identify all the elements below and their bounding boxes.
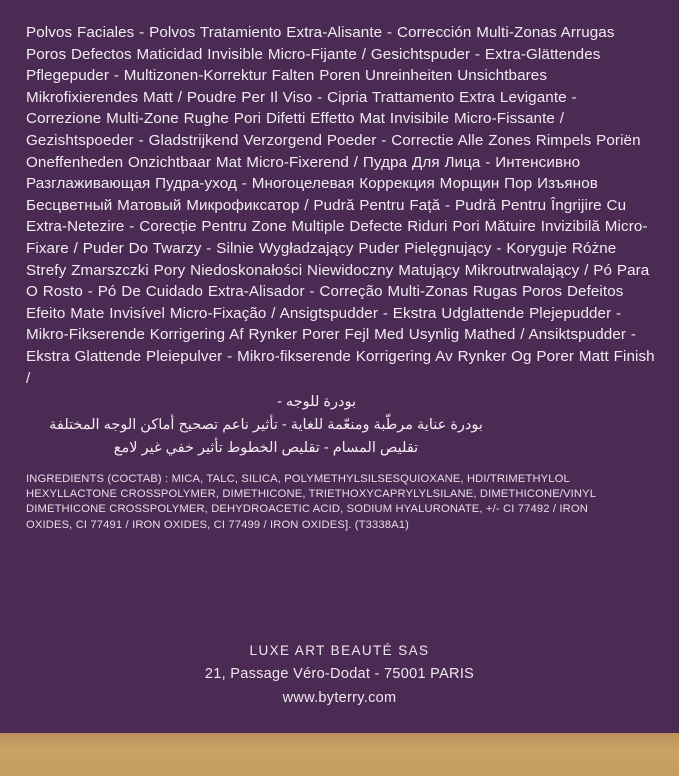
company-address: 21, Passage Véro-Dodat - 75001 PARIS	[204, 666, 475, 682]
arabic-line-2: بودرة عناية مرطّبة ومنعّمة للغاية - تأثير ناعم تصحيح أماكن الوجه المختلفة	[49, 417, 483, 434]
manufacturer-footer	[0, 640, 679, 710]
arabic-description-block	[26, 391, 656, 460]
package-bottom-edge	[0, 733, 679, 776]
company-name: LUXE ART BEAUTÉ SAS	[249, 643, 430, 658]
arabic-line-1: بودرة للوجه -	[277, 394, 356, 411]
label-content	[26, 22, 656, 460]
arabic-line-3: تقليص المسام - تقليص الخطوط تأثير خفي غير لامع	[113, 440, 419, 457]
ingredients-list: INGREDIENTS (COCTAB) : MICA, TALC, SILICA, POLYMETHYLSILSESQUIOXANE, HDI/TRIMETHYLOL HEXYLLACTONE CROSSPOLYMER, DIMETHICONE, TRIETHOXYCAPRYLYLSILANE, DIMETHICONE/VINYL DIMETHICONE CROSSPOLYMER, DEHYDROACETIC ACID, SODIUM HYALURONATE, +/- CI 77492 / IRON OXIDES, CI 77491 / IRON OXIDES, CI 77499 / IRON OXIDES]. (T3338A1)	[26, 473, 596, 531]
company-website: www.byterry.com	[282, 690, 397, 706]
product-name-multilingual: Polvos Faciales - Polvos Tratamiento Extra-Alisante - Corrección Multi-Zonas Arrugas Poros Defectos Maticidad Invisible Micro-Fijante / Gesichtspuder - Extra-Glättendes Pflegepuder - Multizonen-Korrektur Falten Poren Unreinheiten Unsichtbares Mikrofixierendes Matt / Poudre Per Il Viso - Cipria Trattamento Extra Levigante - Correzione Multi-Zone Rughe Pori Difetti Effetto Mat Invisibile Micro-Fissante / Gezishtspoeder - Gladstrijkend Verzorgend Poeder - Correctie Alle Zones Rimpels Poriën Oneffenheden Onzichtbaar Mat Micro-Fixerend / Пудра Для Лица - Интенсивно Разглаживающая Пудра-уход - Многоцелевая Коррекция Морщин Пор Изъянов Бесцветный Матовый Микрофиксатор / Pudră Pentru Față - Pudră Pentru Îngrijire Cu Extra-Netezire - Corecție Pentru Zone Multiple Defecte Riduri Pori Mătuire Invizibilă Micro-Fixare / Puder Do Twarzy - Silnie Wygładzający Puder Pielęgnujący - Koryguje Różne Strefy Zmarszczki Pory Niedoskonałości Niewidoczny Matujący Mikroutrwalający / Pó Para O Rosto - Pó De Cuidado Extra-Alisador - Correção Multi-Zonas Rugas Poros Defeitos Efeito Mate Invisível Micro-Fixação / Ansigtspudder - Ekstra Udglattende Plejepudder - Mikro-Fikserende Korrigering Af Rynker Porer Fejl Med Usynlig Mathed / Ansiktspudder - Ekstra Glattende Pleiepulver - Mikro-fikserende Korrigering Av Rynker Og Porer Matt Finish /	[26, 24, 655, 387]
